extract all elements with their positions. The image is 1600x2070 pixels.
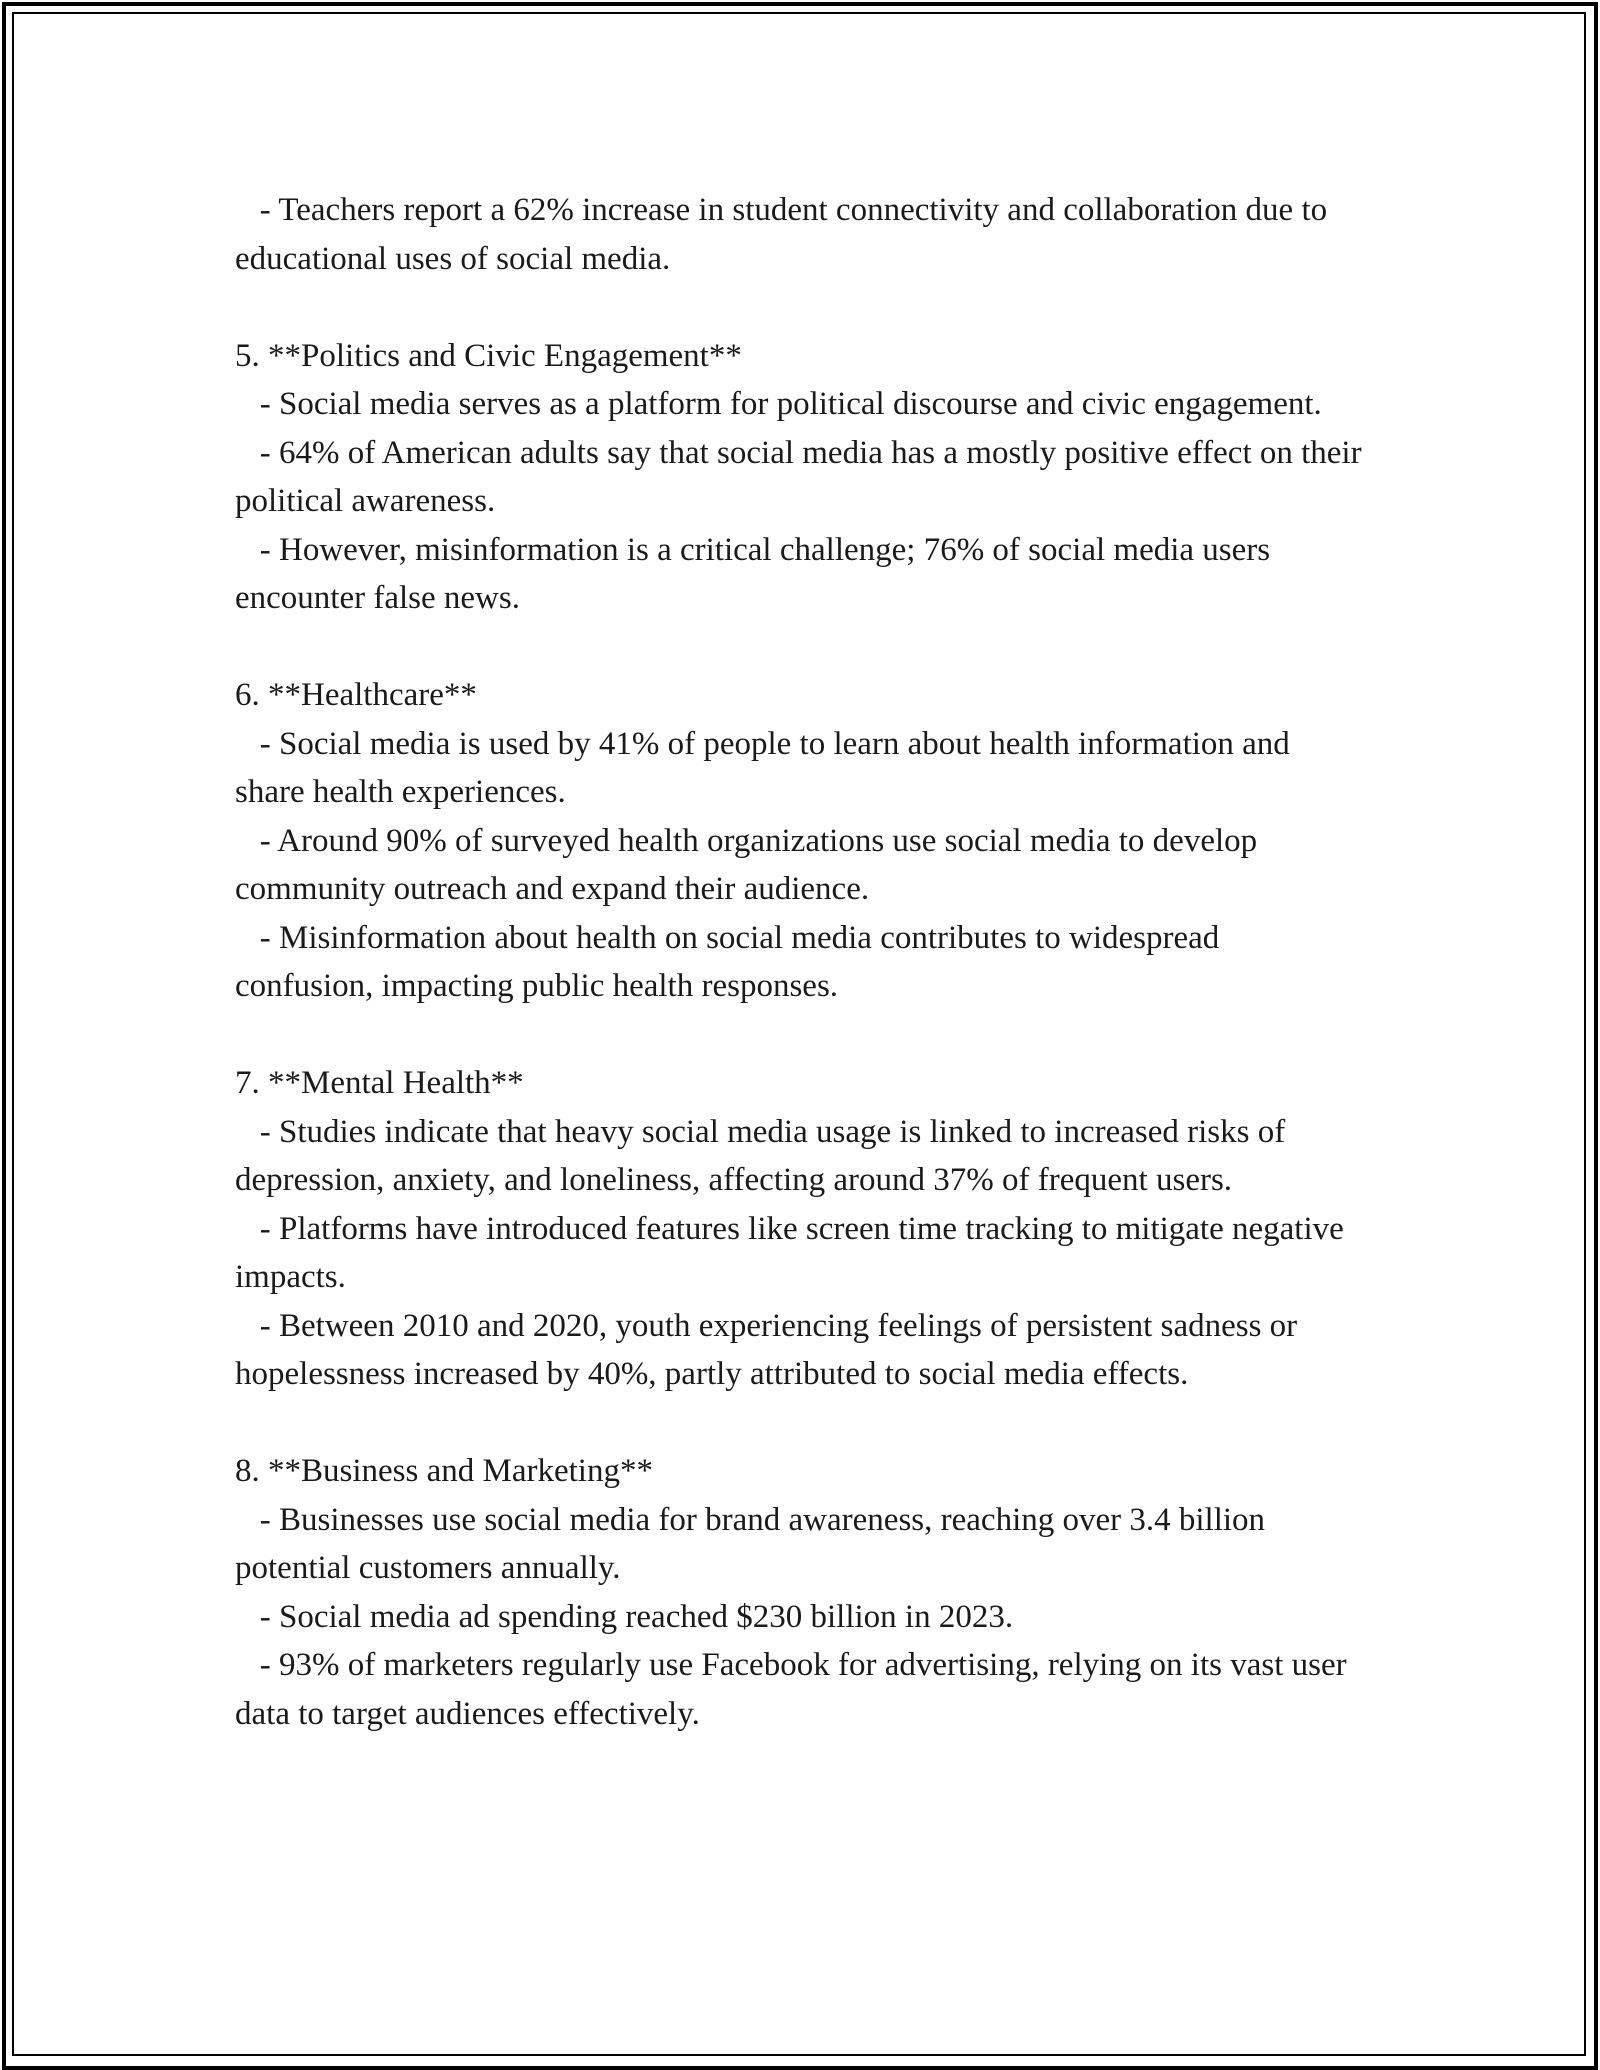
- section-mental-health: [235, 1059, 1365, 1399]
- bullet-item: - Social media is used by 41% of people to learn about health information and share health experiences.: [235, 725, 1299, 810]
- section-heading: 6. **Healthcare**: [235, 677, 477, 713]
- bullet-item: - Between 2010 and 2020, youth experiencing feelings of persistent sadness or hopelessness increased by 40%, partly attributed to social media effects.: [235, 1307, 1306, 1392]
- bullet-item: - Social media ad spending reached $230 billion in 2023.: [235, 1598, 1014, 1635]
- section-politics: [235, 332, 1370, 623]
- bullet-item: - 64% of American adults say that social media has a mostly positive effect on their political awareness.: [235, 434, 1370, 519]
- spacer: [235, 623, 1365, 672]
- document-body: [235, 186, 1370, 1738]
- bullet-item: - Misinformation about health on social media contributes to widespread confusion, impacting public health responses.: [235, 919, 1228, 1004]
- bullet-item: - Around 90% of surveyed health organizations use social media to develop community outreach and expand their audience.: [235, 822, 1266, 907]
- section-heading: 8. **Business and Marketing**: [235, 1453, 653, 1489]
- intro-bullet: - Teachers report a 62% increase in student connectivity and collaboration due to educational uses of social media.: [235, 192, 1336, 277]
- bullet-item: - Studies indicate that heavy social media usage is linked to increased risks of depression, anxiety, and loneliness, affecting around 37% of frequent users.: [235, 1113, 1294, 1198]
- section-heading: 7. **Mental Health**: [235, 1065, 524, 1101]
- bullet-item: - Platforms have introduced features like screen time tracking to mitigate negative impacts.: [235, 1210, 1353, 1295]
- section-heading: 5. **Politics and Civic Engagement**: [235, 337, 742, 374]
- spacer: [235, 1011, 1365, 1060]
- section-business-marketing: [235, 1447, 1365, 1738]
- section-healthcare: [235, 671, 1365, 1011]
- bullet-item: - 93% of marketers regularly use Facebook for advertising, relying on its vast user data to target audiences effectively.: [235, 1647, 1355, 1732]
- bullet-item: - Social media serves as a platform for political discourse and civic engagement.: [235, 386, 1322, 422]
- spacer: [235, 283, 1365, 332]
- spacer: [235, 1399, 1365, 1448]
- bullet-item: - However, misinformation is a critical challenge; 76% of social media users encounter false news.: [235, 531, 1279, 616]
- bullet-item: - Businesses use social media for brand awareness, reaching over 3.4 billion potential customers annually.: [235, 1501, 1274, 1586]
